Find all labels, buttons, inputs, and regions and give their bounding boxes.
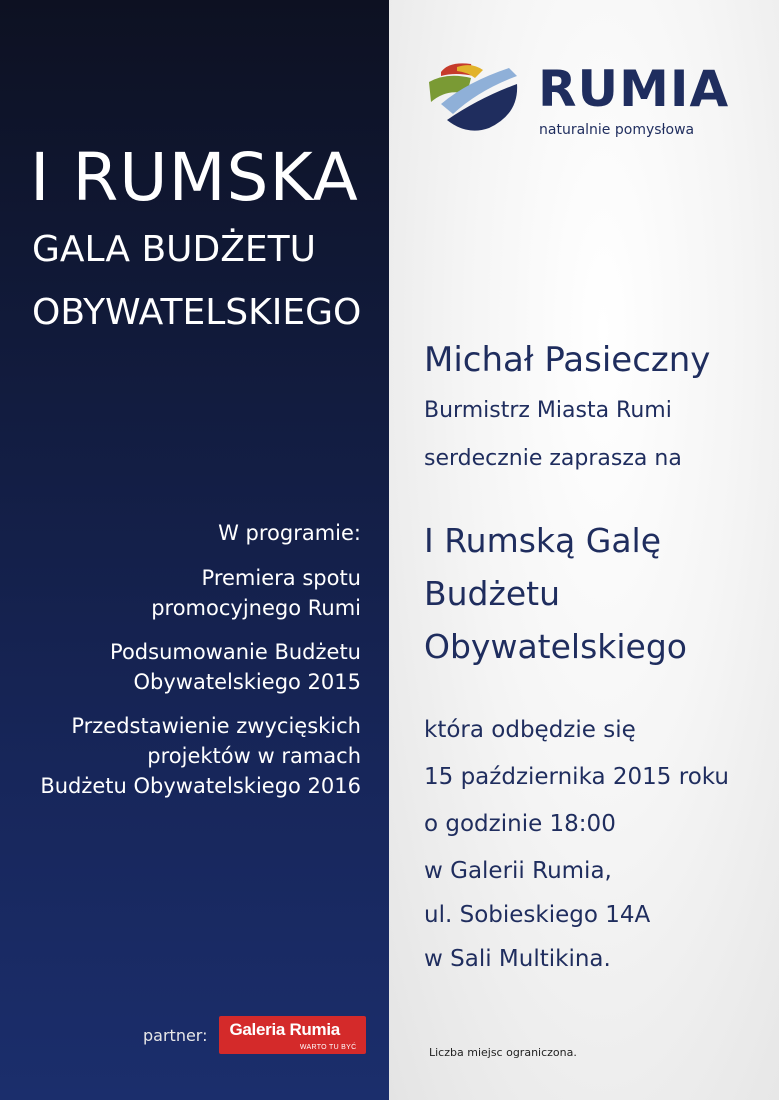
inviter-role: Burmistrz Miasta Rumi (424, 398, 672, 423)
partner-logo-tagline: WARTO TU BYĆ (299, 1044, 357, 1051)
event-title-line: Obywatelskiego (424, 627, 687, 666)
partner-logo (219, 1016, 366, 1054)
event-title-line: I Rumską Galę (424, 521, 662, 560)
program-item-line: Budżetu Obywatelskiego 2016 (40, 774, 361, 798)
right-panel (389, 0, 779, 1100)
event-detail-line: która odbędzie się (424, 717, 636, 743)
partner-label: partner: (143, 1025, 208, 1045)
program-item-line: Przedstawienie zwycięskich (71, 714, 361, 738)
program-item-line: Podsumowanie Budżetu (110, 640, 361, 664)
capacity-note: Liczba miejsc ograniczona. (429, 1046, 577, 1059)
program-heading: W programie: (218, 521, 361, 545)
title-line-2: GALA BUDŻETU (32, 229, 316, 270)
event-address: ul. Sobieskiego 14A (424, 902, 651, 928)
event-room: w Sali Multikina. (424, 946, 611, 972)
title-line-3: OBYWATELSKIEGO (32, 292, 362, 333)
event-title-line: Budżetu (424, 574, 560, 613)
logo-tagline: naturalnie pomysłowa (539, 122, 695, 138)
logo-wordmark: RUMIA (538, 60, 730, 118)
event-date: 15 października 2015 roku (424, 764, 729, 790)
title-line-1: I RUMSKA (30, 139, 359, 216)
program-item (21, 563, 361, 623)
rumia-emblem-icon (427, 58, 519, 134)
program-item (21, 711, 361, 801)
event-time: o godzinie 18:00 (424, 811, 616, 837)
invitation-text: serdecznie zaprasza na (424, 446, 682, 471)
partner-block (143, 1016, 366, 1054)
program-item-line: Premiera spotu (201, 566, 361, 590)
program-item-line: promocyjnego Rumi (151, 596, 361, 620)
program-section (21, 518, 361, 815)
left-panel (0, 0, 389, 1100)
partner-logo-name: Galeria Rumia (229, 1020, 340, 1039)
program-item-line: Obywatelskiego 2015 (133, 670, 361, 694)
inviter-name: Michał Pasieczny (424, 340, 711, 380)
event-venue: w Galerii Rumia, (424, 858, 612, 884)
program-item-line: projektów w ramach (147, 744, 361, 768)
program-item (21, 637, 361, 697)
